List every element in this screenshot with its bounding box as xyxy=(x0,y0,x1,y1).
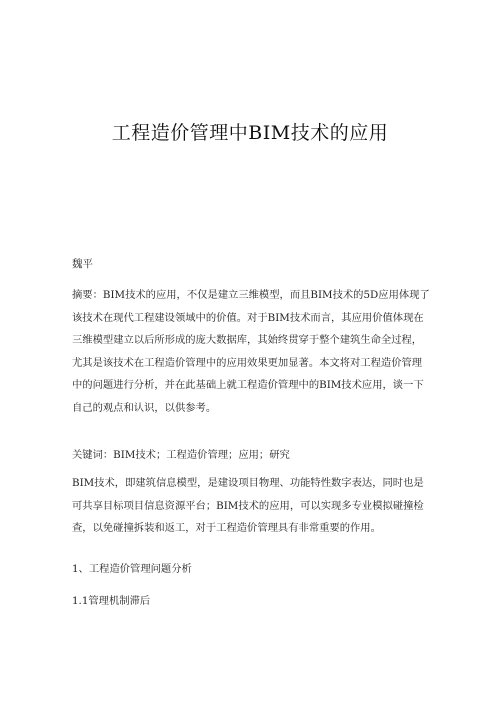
abstract-line: 摘要：BIM技术的应用，不仅是建立三维模型，而且BIM技术的5D应用体现了 xyxy=(72,289,430,301)
body-line: BIM技术，即建筑信息模型，是建设项目物理、功能特性数字表达，同时也是 xyxy=(72,477,424,489)
body-paragraph xyxy=(72,472,434,540)
author-name: 魏平 xyxy=(72,258,93,270)
abstract-line: 中的问题进行分析，并在此基础上就工程造价管理中的BIM技术应用，谈一下 xyxy=(72,379,424,391)
document-title: 工程造价管理中BIM技术的应用 xyxy=(111,122,389,144)
body-line: 查，以免碰撞拆装和返工，对于工程造价管理具有非常重要的作用。 xyxy=(72,522,381,534)
subsection-heading: 1.1管理机制滞后 xyxy=(72,595,151,607)
abstract-line: 该技术在现代工程建设领域中的价值。对于BIM技术而言，其应用价值体现在 xyxy=(72,311,424,324)
section-heading: 1、工程造价管理问题分析 xyxy=(72,563,192,575)
abstract-line: 三维模型建立以后所形成的庞大数据库，其始终贯穿于整个建筑生命全过程， xyxy=(72,334,423,346)
body-line: 可共享目标项目信息资源平台；BIM技术的应用，可以实现多专业模拟碰撞检 xyxy=(72,499,424,512)
keywords-line: 关键词：BIM技术；工程造价管理；应用；研究 xyxy=(72,449,290,461)
abstract-line: 自己的观点和认识，以供参考。 xyxy=(72,401,217,414)
abstract-line: 尤其是该技术在工程造价管理中的应用效果更加显著。本文将对工程造价管理 xyxy=(72,356,423,369)
abstract-paragraph xyxy=(72,284,434,419)
